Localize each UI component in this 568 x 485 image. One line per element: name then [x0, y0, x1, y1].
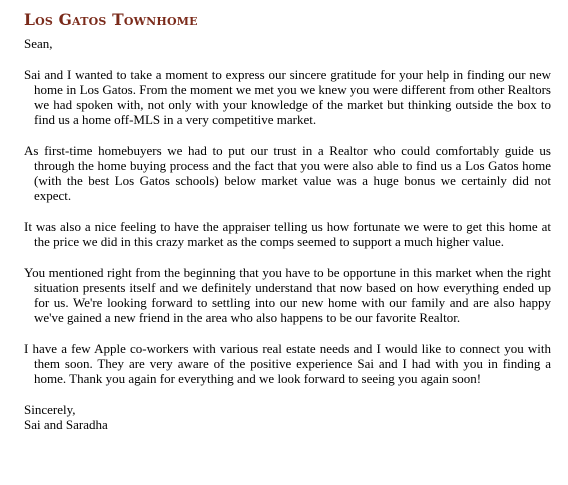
letter-signature: Sai and Saradha	[24, 417, 108, 432]
letter-paragraph-5: I have a few Apple co-workers with various real estate needs and I would like to connect you with them soon. They are very aware of the positive experience Sai and I had with you in finding a home. Thank you again for everything and we look forward to seeing you again soon!	[24, 341, 551, 386]
letter-page	[24, 10, 551, 432]
letter-paragraph-4: You mentioned right from the beginning that you have to be opportune in this market when the right situation presents itself and we definitely understand that now based on how everything ended up for us. We're looking forward to settling into our new home with our family and are also happy we've gained a new friend in the area who also happens to be our favorite Realtor.	[24, 265, 551, 325]
letter-salutation: Sean,	[24, 36, 53, 51]
page-title: Los Gatos Townhome	[24, 10, 198, 29]
letter-paragraph-3: It was also a nice feeling to have the appraiser telling us how fortunate we were to get this home at the price we did in this crazy market as the comps seemed to support a much higher value.	[24, 219, 551, 249]
letter-paragraph-2: As first-time homebuyers we had to put our trust in a Realtor who could comfortably guide us through the home buying process and the fact that you were also able to find us a Los Gatos home (with the best Los Gatos schools) below market value was a huge bonus we certainly did not expect.	[24, 143, 551, 203]
letter-paragraph-1: Sai and I wanted to take a moment to express our sincere gratitude for your help in finding our new home in Los Gatos. From the moment we met you we knew you were different from other Realtors we had spoken with, not only with your knowledge of the market but thinking outside the box to find us a home off-MLS in a very competitive market.	[24, 67, 551, 127]
letter-closing: Sincerely,	[24, 402, 76, 417]
